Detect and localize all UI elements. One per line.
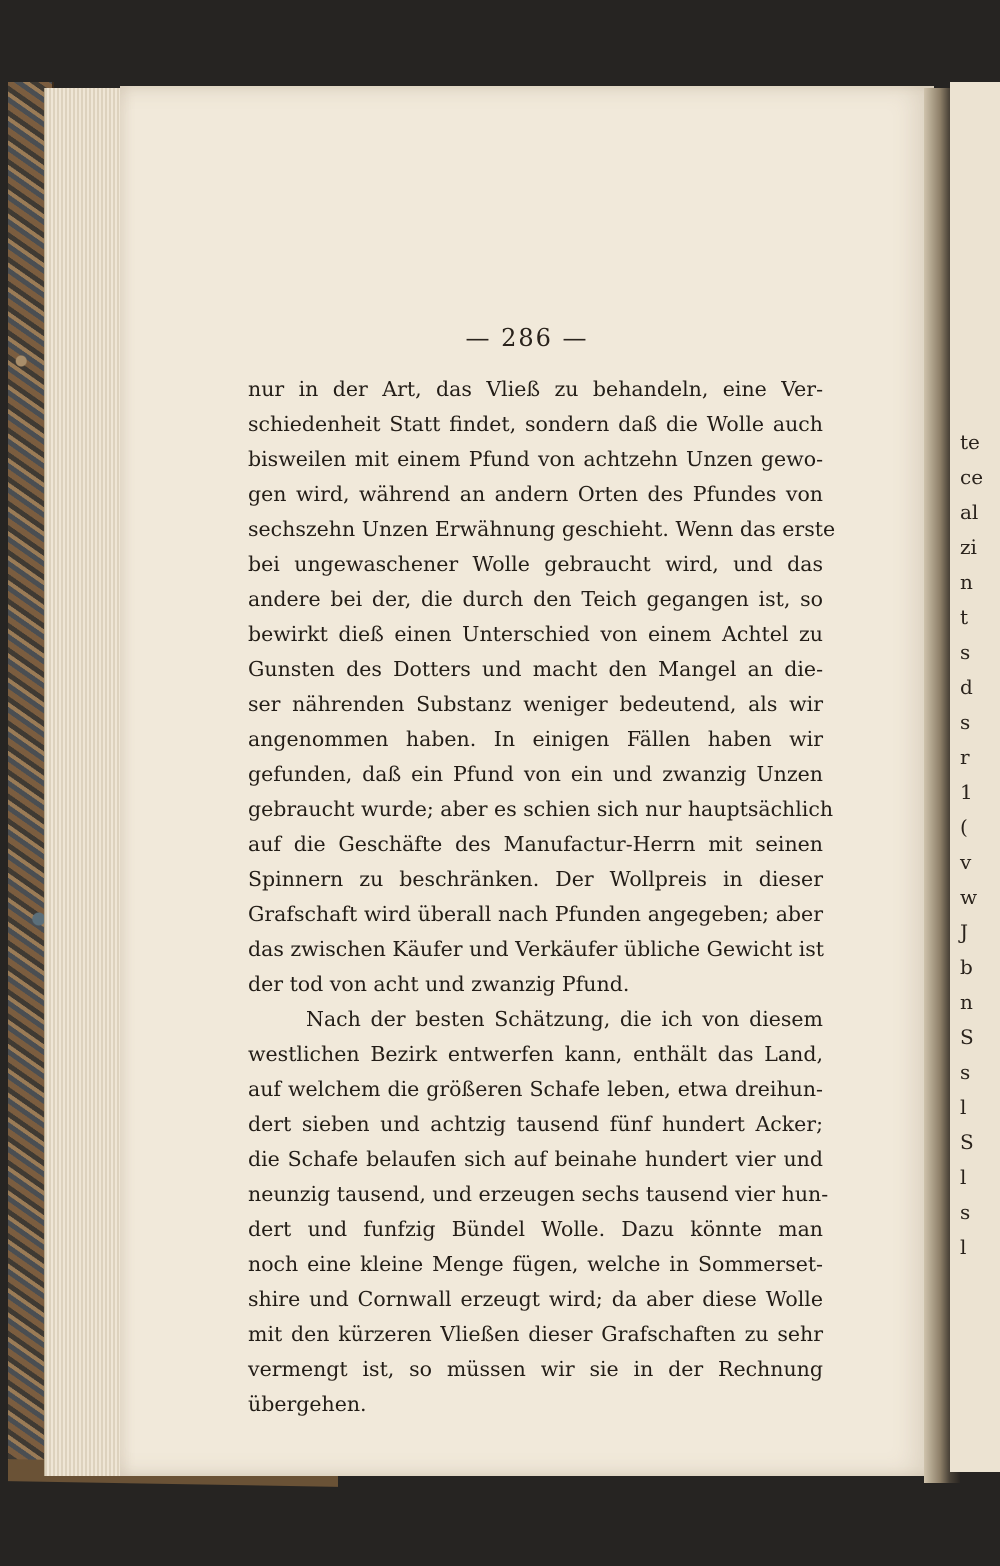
facing-page-fragment: ce (960, 465, 984, 489)
text-line: das zwischen Käufer und Verkäufer übliche Gewicht ist (248, 937, 825, 961)
facing-page-fragment: s (960, 1060, 971, 1084)
facing-page-fragment: l (960, 1235, 967, 1259)
text-line: bisweilen mit einem Pfund von achtzehn Unzen gewo- (248, 447, 823, 471)
facing-page-fragment: n (960, 570, 973, 594)
facing-page-fragment: S (960, 1025, 974, 1049)
text-line: Gunsten des Dotters und macht den Mangel an die- (248, 657, 823, 681)
text-line: der tod von acht und zwanzig Pfund. (248, 972, 630, 996)
facing-page-fragment: al (960, 500, 979, 524)
text-line: bei ungewaschener Wolle gebraucht wird, und das (248, 552, 823, 576)
text-line: gen wird, während an andern Orten des Pfundes von (248, 482, 823, 506)
facing-page-fragment: s (960, 640, 971, 664)
facing-page-fragment: zi (960, 535, 977, 559)
text-line: mit den kürzeren Vließen dieser Grafschaften zu sehr (248, 1322, 823, 1346)
text-line: shire und Cornwall erzeugt wird; da aber diese Wolle (248, 1287, 823, 1311)
text-line: ser nährenden Substanz weniger bedeutend, als wir (248, 692, 823, 716)
facing-page-fragment: ( (960, 815, 968, 839)
text-line: angenommen haben. In einigen Fällen haben wir (248, 727, 823, 751)
text-line: dert und funfzig Bündel Wolle. Dazu könnte man (248, 1217, 823, 1241)
facing-page-fragment: w (960, 885, 978, 909)
text-line: vermengt ist, so müssen wir sie in der Rechnung (248, 1357, 823, 1381)
facing-page-fragment: l (960, 1095, 967, 1119)
facing-page-fragment: te (960, 430, 980, 454)
text-line: schiedenheit Statt findet, sondern daß die Wolle auch (248, 412, 823, 436)
text-line: nur in der Art, das Vließ zu behandeln, eine Ver- (248, 377, 823, 401)
paragraph-1 (248, 372, 836, 1002)
facing-page-fragment: n (960, 990, 973, 1014)
text-line: andere bei der, die durch den Teich gegangen ist, so (248, 587, 823, 611)
text-line: übergehen. (248, 1392, 367, 1416)
text-line: die Schafe belaufen sich auf beinahe hundert vier und (248, 1147, 823, 1171)
text-line: Spinnern zu beschränken. Der Wollpreis in dieser (248, 867, 823, 891)
text-line: westlichen Bezirk entwerfen kann, enthält das Land, (248, 1042, 823, 1066)
body-text (248, 372, 836, 1422)
facing-page-fragment: v (960, 850, 972, 874)
text-line: auf die Geschäfte des Manufactur-Herrn mit seinen (248, 832, 823, 856)
facing-page-fragment: 1 (960, 780, 973, 804)
facing-page-fragment: S (960, 1130, 974, 1154)
text-line: auf welchem die größeren Schafe leben, etwa dreihun- (248, 1077, 823, 1101)
text-line: dert sieben und achtzig tausend fünf hundert Acker; (248, 1112, 823, 1136)
facing-page-fragment: b (960, 955, 973, 979)
facing-page-fragment: l (960, 1165, 967, 1189)
facing-page-fragment: t (960, 605, 969, 629)
text-line: gebraucht wurde; aber es schien sich nur hauptsächlich (248, 797, 834, 821)
page-number: — 286 — (465, 324, 589, 352)
text-line: neunzig tausend, und erzeugen sechs tausend vier hun- (248, 1182, 829, 1206)
text-line: bewirkt dieß einen Unterschied von einem Achtel zu (248, 622, 823, 646)
page-stack-edges (44, 88, 123, 1476)
text-line: gefunden, daß ein Pfund von ein und zwanzig Unzen (248, 762, 823, 786)
paragraph-2 (248, 1002, 829, 1422)
facing-page-fragment: J (960, 920, 969, 944)
facing-page-edge (950, 82, 1000, 1472)
text-line: noch eine kleine Menge fügen, welche in Sommerset- (248, 1252, 823, 1276)
facing-page-fragment: s (960, 710, 971, 734)
text-line: Grafschaft wird überall nach Pfunden angegeben; aber (248, 902, 823, 926)
facing-page-fragment: r (960, 745, 970, 769)
text-line: Nach der besten Schätzung, die ich von diesem (306, 1007, 823, 1031)
facing-page-fragment: d (960, 675, 973, 699)
text-line: sechszehn Unzen Erwähnung geschieht. Wenn das erste (248, 517, 836, 541)
book-page (120, 86, 934, 1476)
facing-page-fragment: s (960, 1200, 971, 1224)
